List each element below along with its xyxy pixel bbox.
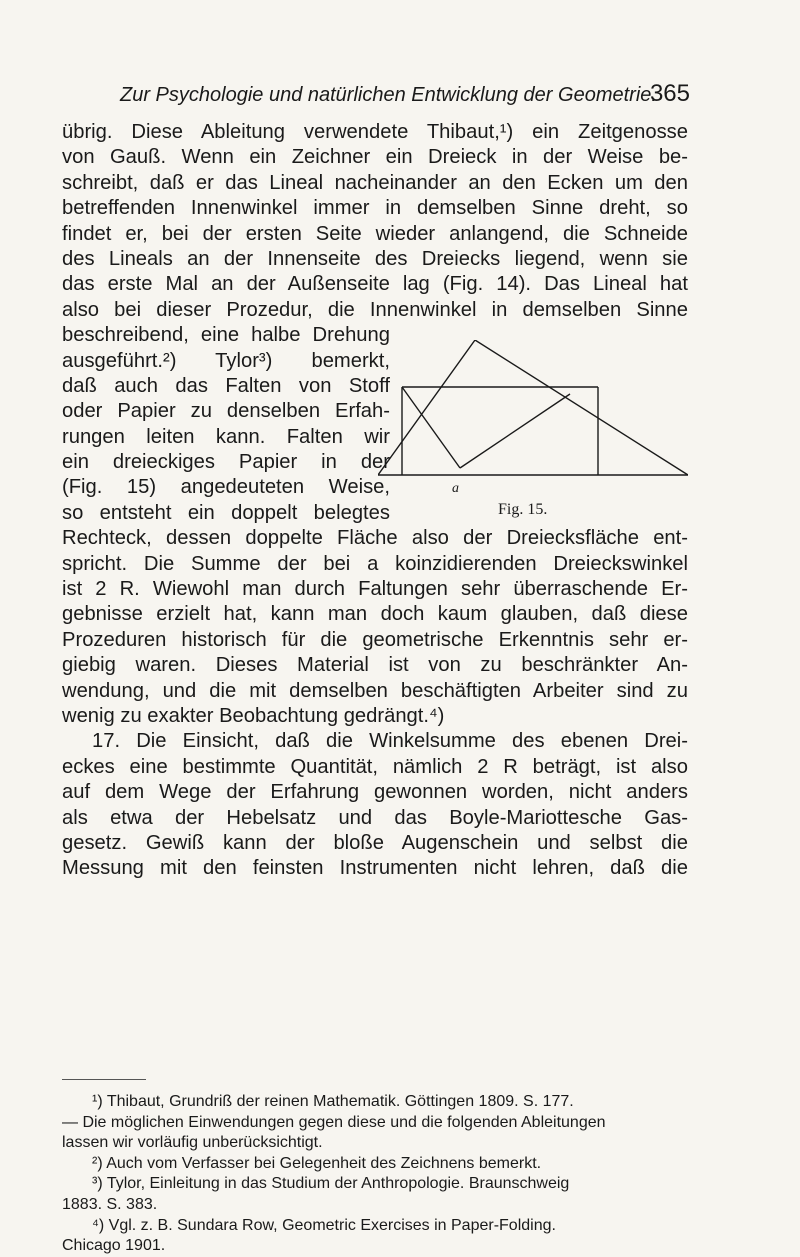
text-line: also bei dieser Prozedur, die Innenwinkel in demselben Sinne: [62, 298, 688, 321]
text-line: beschreibend, eine halbe Drehung: [62, 324, 390, 347]
text-line: von Gauß. Wenn ein Zeichner ein Dreieck in der Weise be-: [62, 146, 688, 169]
text-line: des Lineals an der Innenseite des Dreiecks liegend, wenn sie: [62, 247, 688, 270]
text-line: Messung mit den feinsten Instrumenten nicht lehren, daß die: [62, 857, 688, 880]
footnote-continuation: — Die möglichen Einwendungen gegen diese und die folgenden Ableitungen: [62, 1113, 606, 1131]
running-head: Zur Psychologie und natürlichen Entwicklung der Geometrie.: [120, 84, 657, 106]
text-line: als etwa der Hebelsatz und das Boyle-Mariottesche Gas-: [62, 806, 688, 829]
text-line: ausgeführt.²) Tylor³) bemerkt,: [62, 349, 390, 372]
folded-triangle-diagram: [378, 340, 688, 500]
text-line: findet er, bei der ersten Seite wieder anlangend, die Schneide: [62, 222, 688, 245]
fold-line-left: [402, 387, 460, 468]
text-line: Rechteck, dessen doppelte Fläche also der Dreiecksfläche ent-: [62, 527, 688, 550]
text-line: auf dem Wege der Erfahrung gewonnen worden, nicht anders: [62, 781, 688, 804]
footnote: ²) Auch vom Verfasser bei Gelegenheit des Zeichnens bemerkt.: [92, 1154, 542, 1172]
text-line: eckes eine bestimmte Quantität, nämlich 2 R beträgt, ist also: [62, 755, 688, 778]
footnote-continuation: 1883. S. 383.: [62, 1195, 158, 1213]
text-line: so entsteht ein doppelt belegtes: [62, 501, 390, 524]
triangle-outline: [378, 340, 688, 475]
text-line: gebnisse erzielt hat, kann man doch kaum glauben, daß diese: [62, 603, 688, 626]
figure-caption: Fig. 15.: [498, 501, 548, 518]
text-line: gesetz. Gewiß kann der bloße Augenschein und selbst die: [62, 831, 688, 854]
footnote: ³) Tylor, Einleitung in das Studium der Anthropologie. Braunschweig: [92, 1175, 570, 1193]
text-line: wenig zu exakter Beobachtung gedrängt.⁴): [62, 704, 445, 727]
text-line: daß auch das Falten von Stoff: [62, 374, 390, 397]
fold-line-right: [460, 394, 570, 468]
page-number: 365: [649, 80, 690, 107]
paragraph-start: 17. Die Einsicht, daß die Winkelsumme des ebenen Drei-: [92, 730, 688, 753]
text-line: oder Papier zu denselben Erfah-: [62, 400, 390, 423]
text-line: ein dreieckiges Papier in der: [62, 451, 390, 474]
page-header: [120, 80, 690, 120]
footnote-continuation: Chicago 1901.: [62, 1237, 166, 1255]
figure-15: [378, 340, 688, 530]
text-line: (Fig. 15) angedeuteten Weise,: [62, 476, 390, 499]
footnote-separator: [62, 1079, 146, 1080]
footnote: ⁴) Vgl. z. B. Sundara Row, Geometric Exercises in Paper-Folding.: [92, 1216, 556, 1234]
text-line: übrig. Diese Ableitung verwendete Thibaut,¹) ein Zeitgenosse: [62, 121, 688, 143]
text-line: wendung, und die mit demselben beschäftigten Arbeiter sind zu: [62, 679, 688, 702]
text-line: betreffenden Innenwinkel immer in demselben Sinne dreht, so: [62, 197, 688, 220]
footnotes: [62, 1092, 688, 1257]
text-line: rungen leiten kann. Falten wir: [62, 425, 390, 448]
vertex-label-a: a: [452, 481, 459, 496]
footnote-continuation: lassen wir vorläufig unberücksichtigt.: [62, 1134, 323, 1152]
text-line: das erste Mal an der Außenseite lag (Fig. 14). Das Lineal hat: [62, 273, 688, 296]
footnote: ¹) Thibaut, Grundriß der reinen Mathematik. Göttingen 1809. S. 177.: [92, 1093, 574, 1110]
text-line: schreibt, daß er das Lineal nacheinander an den Ecken um den: [62, 171, 688, 194]
text-line: spricht. Die Summe der bei a koinzidierenden Dreieckswinkel: [62, 552, 688, 575]
text-line: ist 2 R. Wiewohl man durch Faltungen sehr überraschende Er-: [62, 578, 688, 601]
text-line: giebig waren. Dieses Material ist von zu beschränkter An-: [62, 654, 688, 677]
text-line: Prozeduren historisch für die geometrische Erkenntnis sehr er-: [62, 628, 688, 651]
